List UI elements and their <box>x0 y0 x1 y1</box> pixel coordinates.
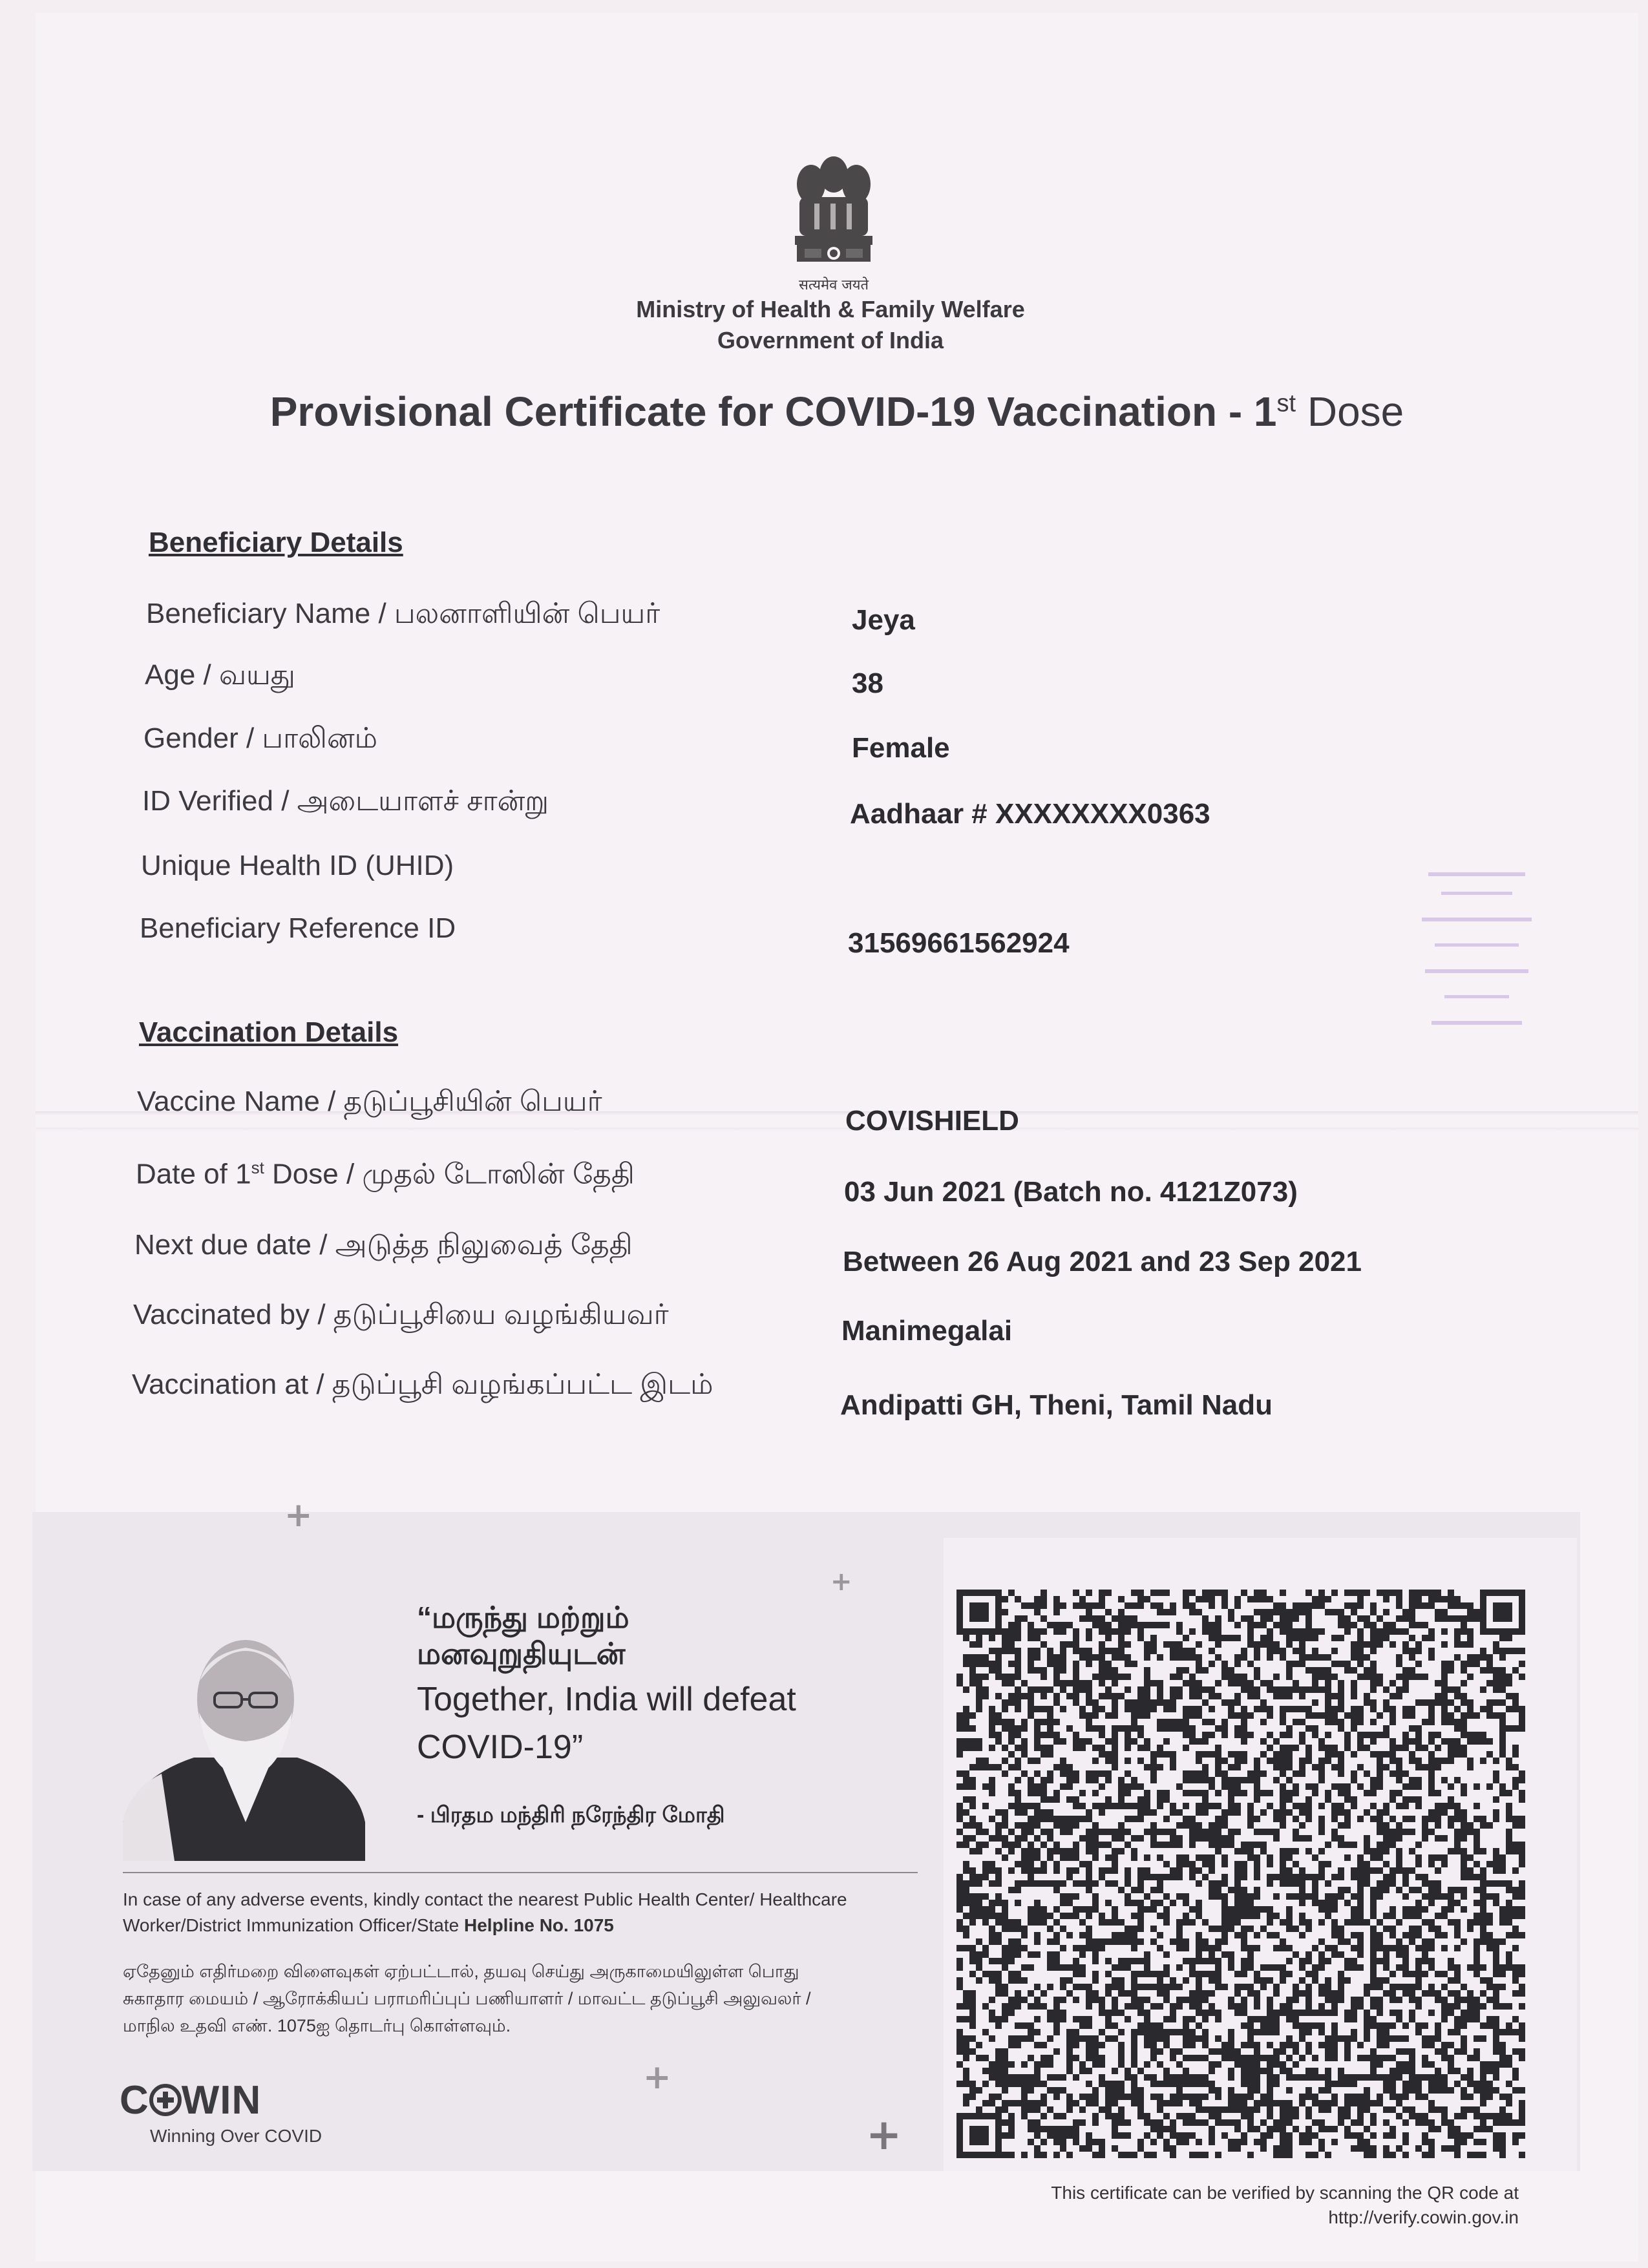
gender-label: Gender / பாலினம் <box>143 722 378 754</box>
id-verified-value: Aadhaar # XXXXXXXX0363 <box>850 798 1210 830</box>
quote-english-line-2: COVID-19” <box>417 1728 584 1766</box>
first-dose-label-sup: st <box>251 1158 264 1177</box>
beneficiary-name-value: Jeya <box>852 604 915 636</box>
verify-note <box>918 2181 1519 2230</box>
age-value: 38 <box>852 667 883 699</box>
cowin-plus-icon <box>149 2084 182 2116</box>
cowin-logo <box>120 2077 261 2123</box>
gender-value: Female <box>852 732 950 764</box>
first-dose-value: 03 Jun 2021 (Batch no. 4121Z073) <box>844 1176 1298 1208</box>
helpline-tamil-line-3: மாநில உதவி எண். 1075ஐ தொடர்பு கொள்ளவும். <box>123 2016 511 2035</box>
cowin-logo-win: WIN <box>181 2078 262 2123</box>
helpline-tamil-line-1: ஏதேனும் எதிர்மறை விளைவுகள் ஏற்பட்டால், தயவு செய்து அருகாமையிலுள்ள பொது <box>123 1962 799 1981</box>
vaccinated-by-label: Vaccinated by / தடுப்பூசியை வழங்கியவர் <box>133 1299 669 1330</box>
id-verified-label: ID Verified / அடையாளச் சான்று <box>142 785 549 817</box>
vaccinated-by-value: Manimegalai <box>841 1315 1013 1347</box>
cowin-logo-c: C <box>120 2078 149 2123</box>
quote-english-line-1: Together, India will defeat <box>417 1681 796 1718</box>
title-sup: st <box>1276 390 1296 417</box>
plus-decoration-icon: + <box>643 2058 671 2097</box>
reference-id-value: 31569661562924 <box>848 927 1070 959</box>
quote-english <box>417 1675 908 1771</box>
ministry-heading <box>504 294 1157 356</box>
quote-tamil-line-1: “மருந்து மற்றும் <box>417 1601 629 1634</box>
helpline-english <box>123 1887 937 1938</box>
emblem-motto: सत्यमेव जयते <box>798 277 869 293</box>
vaccine-name-label: Vaccine Name / தடுப்பூசியின் பெயர் <box>137 1086 602 1117</box>
plus-decoration-icon: + <box>866 2110 902 2159</box>
helpline-tamil <box>123 1958 937 2039</box>
pm-quote <box>417 1599 908 1771</box>
plus-decoration-icon: + <box>830 1567 852 1597</box>
title-dose: Dose <box>1296 388 1404 435</box>
quote-tamil-line-2: மனவுறுதியுடன் <box>417 1637 626 1670</box>
helpline-english-text: In case of any adverse events, kindly contact the nearest Public Health Center/ Healthcare Worker/District Immunization Officer/State <box>123 1889 847 1935</box>
beneficiary-details-heading: Beneficiary Details <box>149 527 403 558</box>
uhid-label: Unique Health ID (UHID) <box>141 850 454 881</box>
footer-divider <box>123 1872 918 1873</box>
reference-id-label: Beneficiary Reference ID <box>140 912 456 944</box>
first-dose-label-pre: Date of 1 <box>136 1158 251 1190</box>
prime-minister-portrait <box>123 1628 368 1861</box>
next-due-value: Between 26 Aug 2021 and 23 Sep 2021 <box>843 1246 1362 1277</box>
cowin-tagline: Winning Over COVID <box>150 2126 322 2146</box>
helpline-tamil-line-2: சுகாதார மையம் / ஆரோக்கியப் பராமரிப்புப் பணியாளர் / மாவட்ட தடுப்பூசி அலுவலர் / <box>123 1989 811 2008</box>
first-dose-label-post: Dose / முதல் டோஸின் தேதி <box>264 1158 635 1190</box>
vaccination-at-label: Vaccination at / தடுப்பூசி வழங்கப்பட்ட இடம் <box>132 1369 713 1400</box>
national-emblem-icon <box>785 145 882 284</box>
first-dose-label <box>136 1158 635 1195</box>
certificate-title <box>162 388 1512 436</box>
vaccine-name-value: COVISHIELD <box>845 1105 1019 1137</box>
ministry-line-1: Ministry of Health & Family Welfare <box>636 296 1025 322</box>
faint-stamp-mark <box>1415 859 1538 1066</box>
verify-url[interactable]: http://verify.cowin.gov.in <box>1328 2207 1519 2227</box>
title-main: Provisional Certificate for COVID-19 Vaccination - 1 <box>269 388 1277 435</box>
ministry-line-2: Government of India <box>717 327 944 353</box>
plus-decoration-icon: + <box>284 1496 313 1535</box>
verify-line-1: This certificate can be verified by scanning the QR code at <box>1051 2183 1519 2203</box>
helpline-number: Helpline No. 1075 <box>464 1915 614 1935</box>
verification-qr-code[interactable] <box>956 1590 1532 2158</box>
paper-fold <box>36 1128 1638 1131</box>
vaccination-details-heading: Vaccination Details <box>139 1016 399 1048</box>
next-due-label: Next due date / அடுத்த நிலுவைத் தேதி <box>134 1229 633 1261</box>
beneficiary-name-label: Beneficiary Name / பலனாளியின் பெயர் <box>146 598 660 629</box>
age-label: Age / வயது <box>145 659 295 691</box>
quote-attribution: - பிரதம மந்திரி நரேந்திர மோதி <box>417 1803 725 1827</box>
vaccination-at-value: Andipatti GH, Theni, Tamil Nadu <box>840 1389 1273 1421</box>
